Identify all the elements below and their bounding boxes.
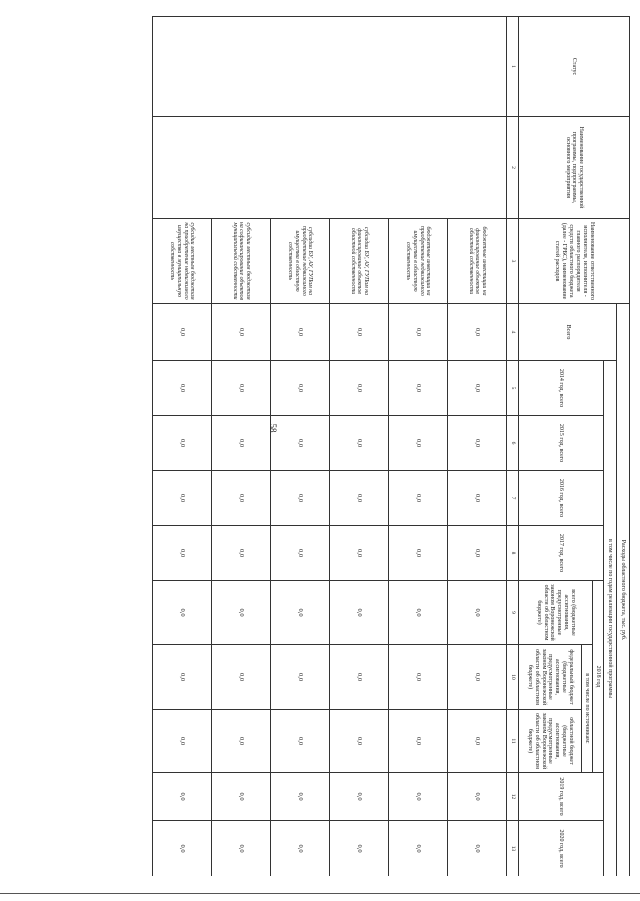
header-2015: 2015 год, всего [519,416,604,471]
value-cell: 0,0 [212,581,271,645]
column-number: 8 [507,526,519,581]
expense-category: бюджетные инвестиции на финансирование объектов областной собственности [448,219,507,304]
value-cell: 0,0 [448,821,507,877]
value-cell: 0,0 [389,710,448,773]
column-number: 2 [507,117,519,219]
value-cell: 0,0 [153,471,212,526]
value-cell: 0,0 [330,645,389,710]
value-cell: 0,0 [212,710,271,773]
value-cell: 0,0 [212,416,271,471]
value-cell: 0,0 [330,581,389,645]
column-number: 4 [507,304,519,361]
value-cell: 0,0 [153,645,212,710]
value-cell: 0,0 [271,361,330,416]
value-cell: 0,0 [448,526,507,581]
header-2018: 2018 год [593,581,604,773]
column-number: 1 [507,17,519,117]
value-cell: 0,0 [448,361,507,416]
value-cell: 0,0 [153,304,212,361]
value-cell: 0,0 [271,581,330,645]
header-including-realization: в том числе по годам реализации государственной программы [604,361,617,877]
value-cell: 0,0 [271,416,330,471]
column-number: 6 [507,416,519,471]
value-cell: 0,0 [448,416,507,471]
value-cell: 0,0 [330,526,389,581]
expense-category: бюджетные инвестиции на приобретение недвижимого имущества в областную собственность [389,219,448,304]
header-program-name: Наименование государственной программы, подпрограммы, основного мероприятия [519,117,630,219]
header-2016: 2016 год, всего [519,471,604,526]
header-executor: Наименование ответственного исполнителя, исполнителя - главного распорядителя средств областного бюджета (далее - ГРБС), наименование статей расходов [519,219,630,304]
bottom-rule [0,893,640,894]
value-cell: 0,0 [212,526,271,581]
header-2017: 2017 год, всего [519,526,604,581]
expense-category: субсидии местным бюджетам на софинансирование объектов муниципальной собственности [212,219,271,304]
value-cell: 0,0 [330,710,389,773]
value-cell: 0,0 [153,773,212,821]
value-cell: 0,0 [212,821,271,877]
page-number: 58 [268,423,278,433]
value-cell: 0,0 [212,773,271,821]
value-cell: 0,0 [153,526,212,581]
value-cell: 0,0 [271,304,330,361]
header-2020: 2020 год, всего [519,821,604,877]
value-cell: 0,0 [271,471,330,526]
value-cell: 0,0 [448,471,507,526]
column-number: 11 [507,710,519,773]
value-cell: 0,0 [212,361,271,416]
expense-category: субсидии БУ, АУ, ГУПам на приобретение недвижимого имущества в областную собственность [271,219,330,304]
header-2019: 2019 год, всего [519,773,604,821]
value-cell: 0,0 [389,361,448,416]
value-cell: 0,0 [330,773,389,821]
header-by-source: в том числе по источникам: [582,645,593,773]
expense-category: субсидии местным бюджетам на приобретение недвижимого имущества в муниципальную собственность [153,219,212,304]
value-cell: 0,0 [389,773,448,821]
value-cell: 0,0 [330,821,389,877]
value-cell: 0,0 [389,416,448,471]
value-cell: 0,0 [448,581,507,645]
header-regional: областной бюджет (бюджетные ассигнования, предусмотренные законом Воронежской области об областном бюджете) [519,710,582,773]
header-federal: федеральный бюджет (бюджетные ассигнования, предусмотренные законом Воронежской области об областном бюджете) [519,645,582,710]
header-total: Всего [519,304,617,361]
page-frame [75,16,630,876]
column-number: 3 [507,219,519,304]
value-cell: 0,0 [271,773,330,821]
status-cell [153,17,507,117]
column-number: 10 [507,645,519,710]
header-row-1 [617,17,630,877]
value-cell: 0,0 [153,710,212,773]
value-cell: 0,0 [271,821,330,877]
value-cell: 0,0 [153,361,212,416]
header-2018-total: всего (бюджетные ассигнования, предусмотренные законом Воронежской области об областном бюджете) [519,581,593,645]
value-cell: 0,0 [330,471,389,526]
budget-table [152,16,630,876]
value-cell: 0,0 [330,416,389,471]
column-number: 13 [507,821,519,877]
program-name-cell [153,117,507,219]
column-number: 9 [507,581,519,645]
value-cell: 0,0 [448,773,507,821]
value-cell: 0,0 [271,710,330,773]
expense-category: субсидии БУ, АУ, ГУПам на финансирование объектов областной собственности [330,219,389,304]
column-number: 5 [507,361,519,416]
value-cell: 0,0 [448,710,507,773]
value-cell: 0,0 [271,645,330,710]
value-cell: 0,0 [389,526,448,581]
value-cell: 0,0 [330,361,389,416]
value-cell: 0,0 [389,645,448,710]
value-cell: 0,0 [212,471,271,526]
value-cell: 0,0 [389,304,448,361]
value-cell: 0,0 [153,416,212,471]
rotated-table-layer [75,16,630,876]
value-cell: 0,0 [212,304,271,361]
header-2014: 2014 год, всего [519,361,604,416]
value-cell: 0,0 [153,821,212,877]
table-row [448,17,507,877]
value-cell: 0,0 [448,645,507,710]
value-cell: 0,0 [448,304,507,361]
value-cell: 0,0 [389,471,448,526]
column-number: 12 [507,773,519,821]
value-cell: 0,0 [153,581,212,645]
column-number: 7 [507,471,519,526]
header-expenses-title: Расходы областного бюджета, тыс. руб. [617,304,630,877]
header-status: Статус [519,17,630,117]
value-cell: 0,0 [389,821,448,877]
value-cell: 0,0 [271,526,330,581]
value-cell: 0,0 [389,581,448,645]
value-cell: 0,0 [212,645,271,710]
column-number-row [507,17,519,877]
value-cell: 0,0 [330,304,389,361]
